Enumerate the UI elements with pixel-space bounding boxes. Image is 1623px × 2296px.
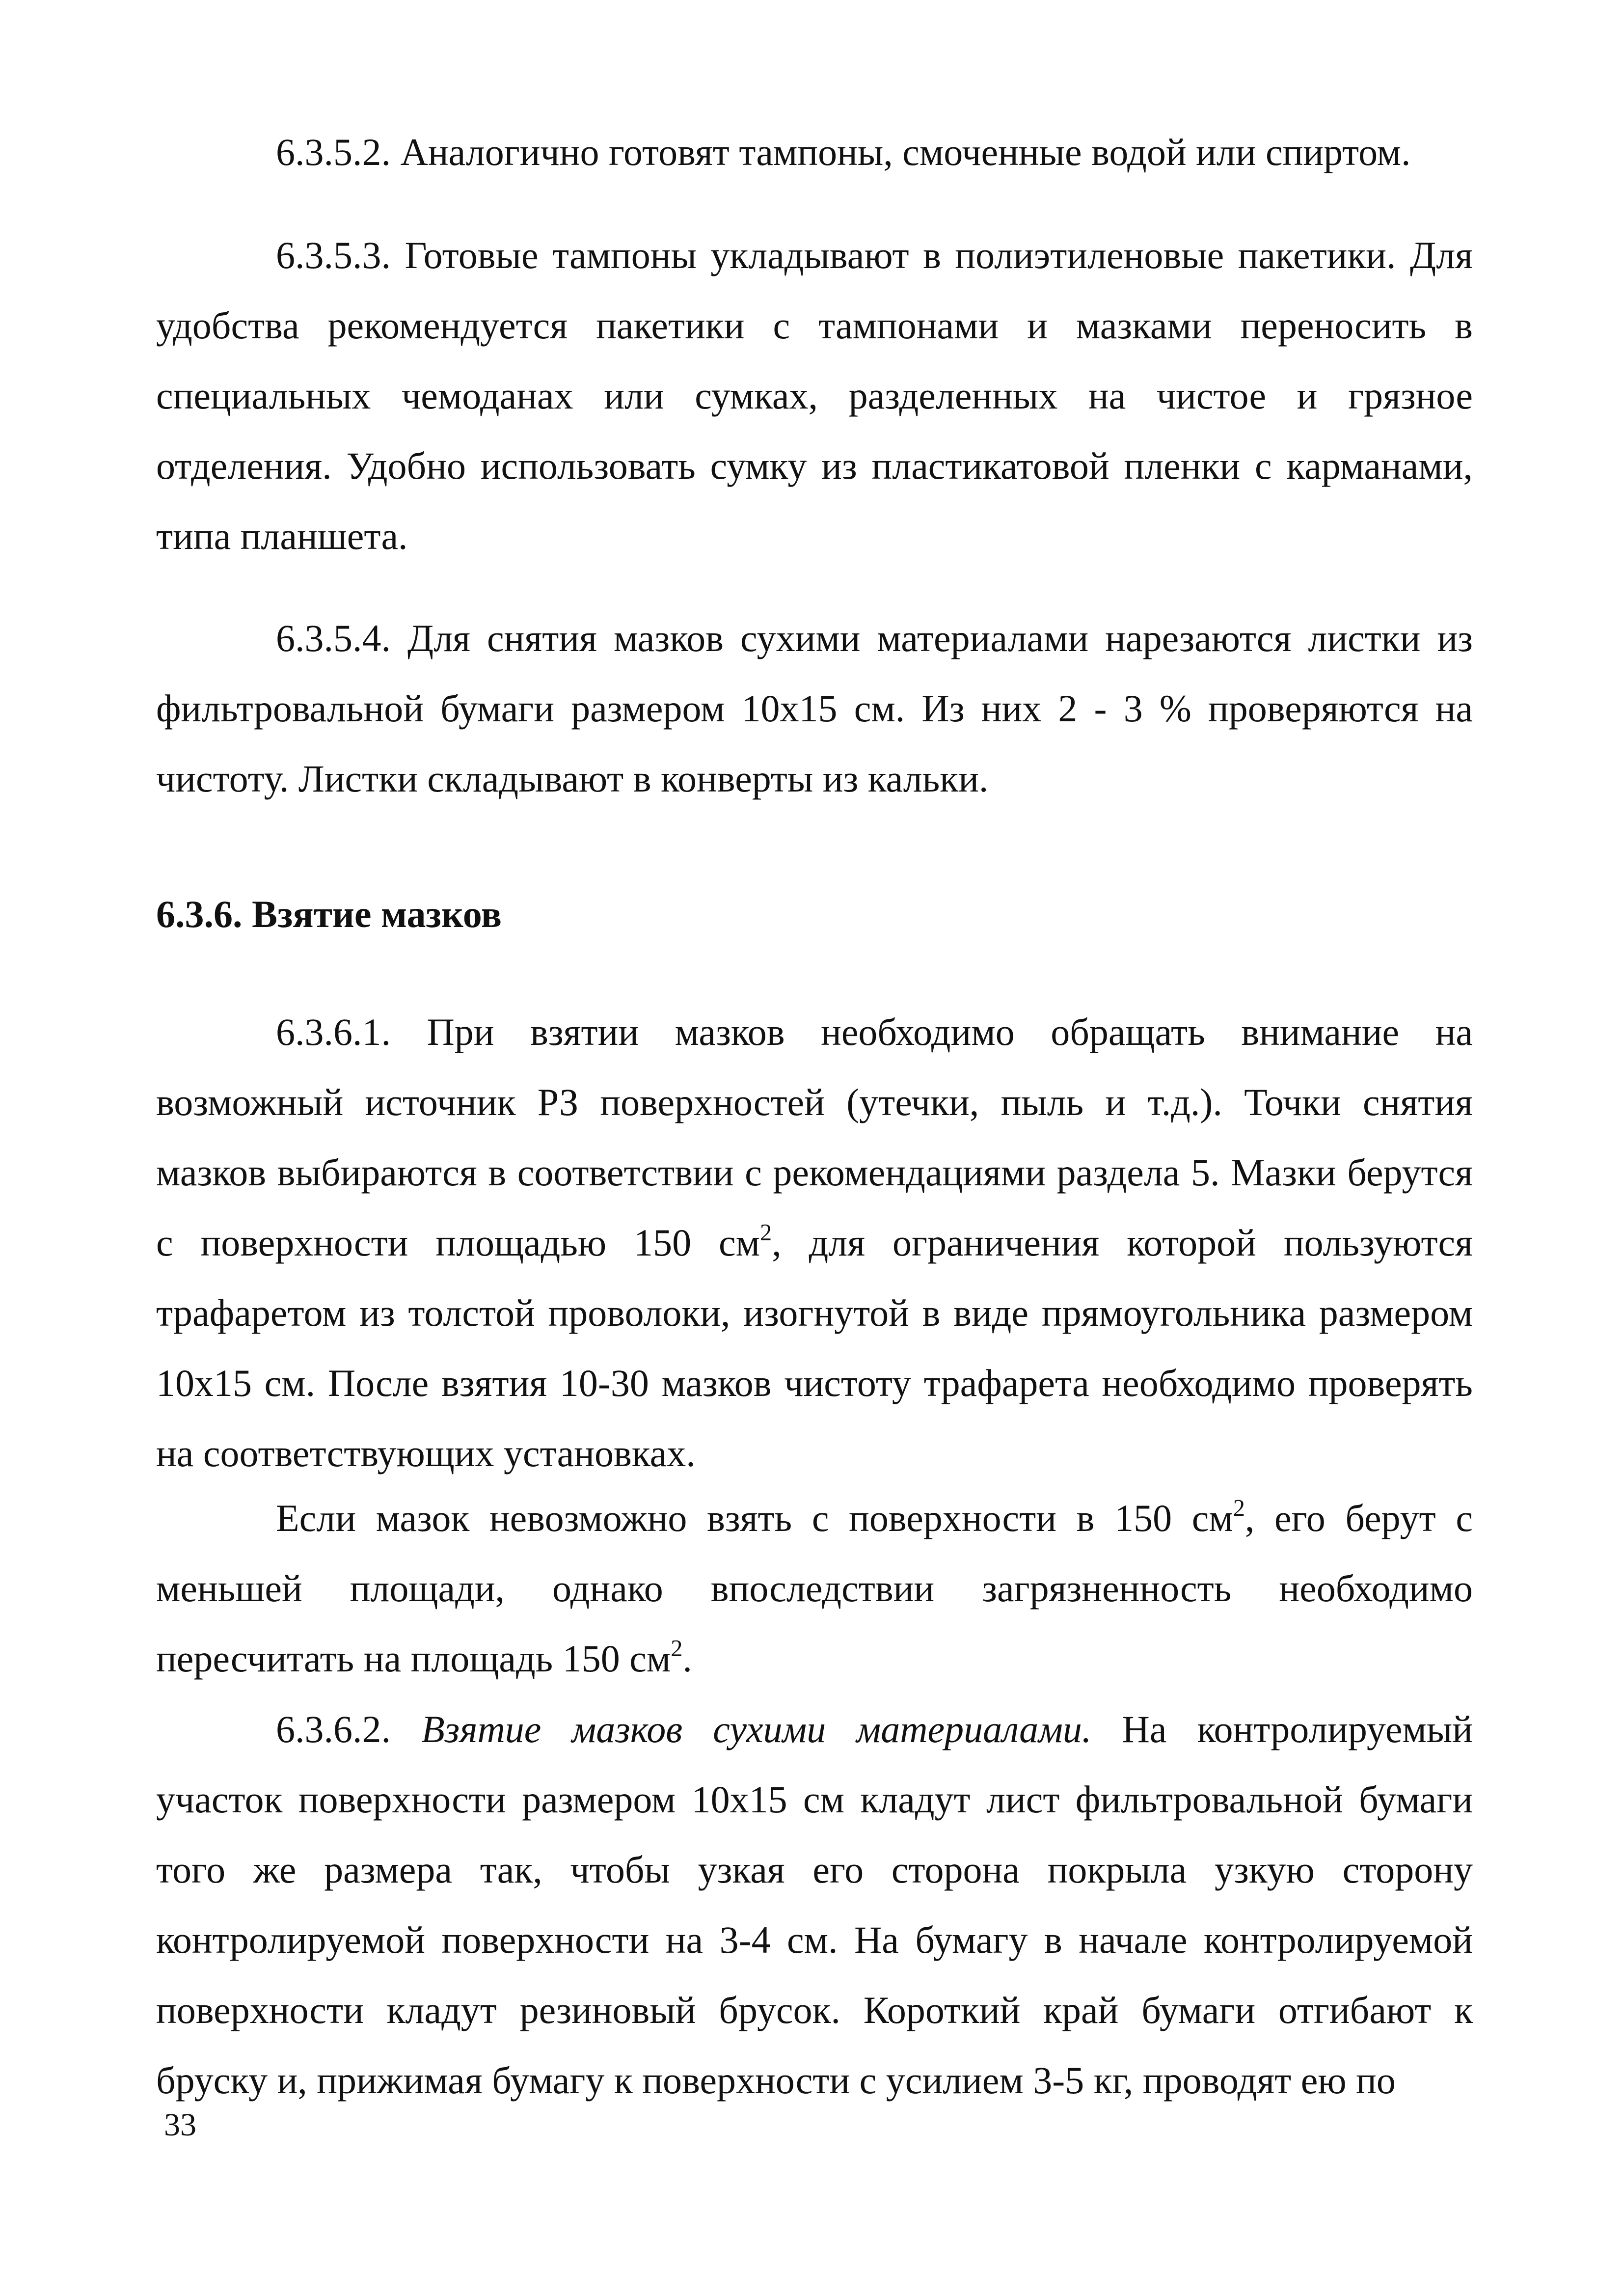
paragraph-area-note: Если мазок невозможно взять с поверхности в 150 $см^2$, его берут с меньшей площади, однако впоследствии загрязненность необходимо пересчитать на площадь 150 $см^2$.	[156, 1495, 1473, 1680]
section-heading-6-3-6: 6.3.6. Взятие мазков	[156, 893, 502, 935]
superscript: 2	[671, 1636, 683, 1662]
paragraph-6-3-5-2: 6.3.5.2. Аналогично готовят тампоны, смоченные водой или спиртом.	[276, 131, 1411, 173]
paragraph-6-3-6-2: 6.3.6.2. Взятие мазков сухими материалами. На контролируемый участок поверхности размером 10х15 см кладут лист фильтровальной бумаги того же размера так, чтобы узкая его сторона покрыла узкую сторону контролируемой поверхности на 3-4 см. На бумагу в начале контролируемой поверхности кладут резиновый брусок. Короткий край бумаги отгибают к бруску и, прижимая бумагу к поверхности с усилием 3-5 кг, проводят ею по	[156, 1708, 1473, 2102]
paragraph-6-3-5-4: 6.3.5.4. Для снятия мазков сухими материалами нарезаются листки из фильтровальной бумаги размером 10х15 см. Из них 2 - 3 % проверяются на чистоту. Листки складывают в конверты из кальки.	[156, 617, 1473, 800]
superscript: 2	[1233, 1495, 1245, 1522]
page-number: 33	[164, 2107, 196, 2143]
paragraph-6-3-6-1: 6.3.6.1. При взятии мазков необходимо обращать внимание на возможный источник РЗ поверхностей (утечки, пыль и т.д.). Точки снятия мазков выбираются в соответствии с рекомендациями раздела 5. Мазки берутся с поверхности площадью 150 $см^2$, для ограничения которой пользуются трафаретом из толстой проволоки, изогнутой в виде прямоугольника размером 10х15 см. После взятия 10-30 мазков чистоту трафарета необходимо проверять на соответствующих установках.	[156, 1011, 1473, 1475]
superscript: 2	[760, 1220, 772, 1246]
paragraph-6-3-5-3: 6.3.5.3. Готовые тампоны укладывают в полиэтиленовые пакетики. Для удобства рекомендуется пакетики с тампонами и мазками переносить в специальных чемоданах или сумках, разделенных на чистое и грязное отделения. Удобно использовать сумку из пластикатовой пленки с карманами, типа планшета.	[156, 234, 1473, 557]
italic-subheading: Взятие мазков сухими материалами.	[421, 1708, 1092, 1750]
